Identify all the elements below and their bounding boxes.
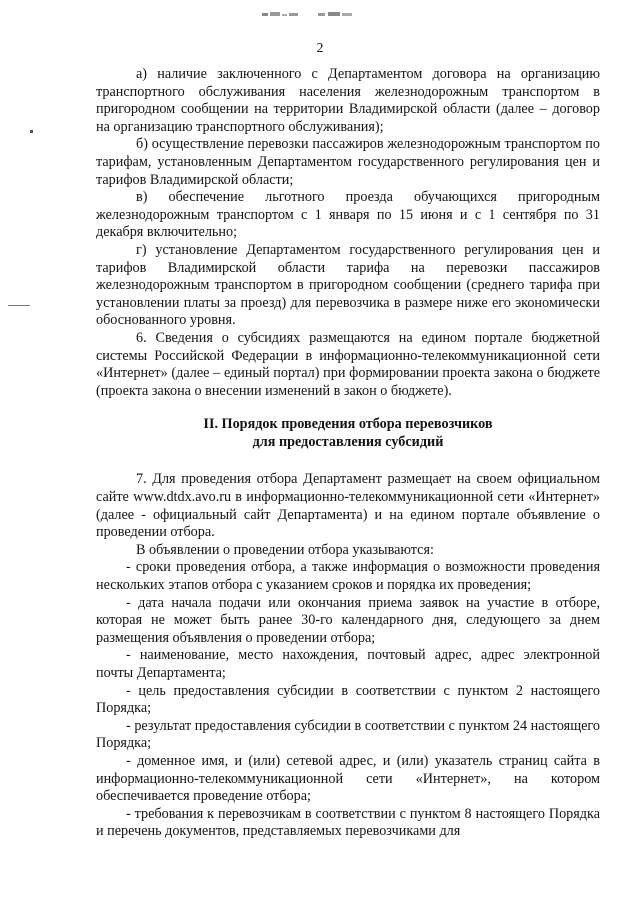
page-number: 2: [316, 41, 324, 56]
scan-speck: [30, 130, 33, 133]
paragraph: 7. Для проведения отбора Департамент размещает на своем официальном сайте www.dtdx.avo.ru в информационно-телекоммуникационной сети «Интернет» (далее - официальный сайт Департамента) и на едином портале объявление о проведении отбора.: [96, 471, 600, 541]
list-item: - цель предоставления субсидии в соответствии с пунктом 2 настоящего Порядка;: [96, 682, 600, 717]
list-item: - наименование, место нахождения, почтовый адрес, адрес электронной почты Департамента;: [96, 647, 600, 681]
scan-artifact: [318, 10, 356, 20]
paragraph: В объявлении о проведении отбора указываются:: [136, 541, 434, 558]
paragraph: б) осуществление перевозки пассажиров железнодорожным транспортом по тарифам, установленным Департаментом государственного регулирования цен и тарифов Владимирской области;: [96, 136, 600, 188]
document-body: [96, 66, 600, 841]
scan-artifact: [262, 10, 302, 20]
section-heading-line: II. Порядок проведения отбора перевозчиков: [203, 416, 493, 433]
paragraph: а) наличие заключенного с Департаментом договора на организацию транспортного обслуживания населения железнодорожным транспортом в пригородном сообщении на территории Владимирской области (далее – договор на организацию транспортного обслуживания);: [96, 66, 600, 135]
list-item: - доменное имя, и (или) сетевой адрес, и (или) указатель страниц сайта в информационно-телекоммуникационной сети «Интернет», на котором обеспечивается проведение отбора;: [96, 752, 600, 805]
paragraph: 6. Сведения о субсидиях размещаются на едином портале бюджетной системы Российской Федерации в информационно-телекоммуникационной сети «Интернет» (далее – единый портал) при формировании проекта закона о бюджете (проекта закона о внесении изменений в закон о бюджете).: [96, 329, 600, 399]
list-item: - сроки проведения отбора, а также информация о возможности проведения нескольких этапов отбора с указанием сроков и порядка их проведения;: [96, 559, 600, 594]
list-item: - требования к перевозчикам в соответствии с пунктом 8 настоящего Порядка и перечень документов, представляемых перевозчиками для: [96, 805, 600, 840]
list-item: - результат предоставления субсидии в соответствии с пунктом 24 настоящего Порядка;: [96, 717, 600, 752]
paragraph: г) установление Департаментом государственного регулирования цен и тарифов Владимирской области тарифа на перевозки пассажиров железнодорожным транспортом в пригородном сообщении (среднего тарифа при установлении платы за проезд) для перевозчика в размере ниже его экономически обоснованного уровня.: [96, 241, 600, 329]
section-heading-line: для предоставления субсидий: [252, 433, 444, 450]
scan-speck: [8, 305, 30, 306]
paragraph: в) обеспечение льготного проезда обучающихся пригородным железнодорожным транспортом с 1 января по 15 июня и с 1 сентября по 31 декабря включительно;: [96, 189, 600, 241]
list-item: - дата начала подачи или окончания приема заявок на участие в отборе, которая не может быть ранее 30-го календарного дня, следующего за днем размещения объявления о проведении отбора;: [96, 594, 600, 646]
section-heading: [96, 416, 600, 451]
